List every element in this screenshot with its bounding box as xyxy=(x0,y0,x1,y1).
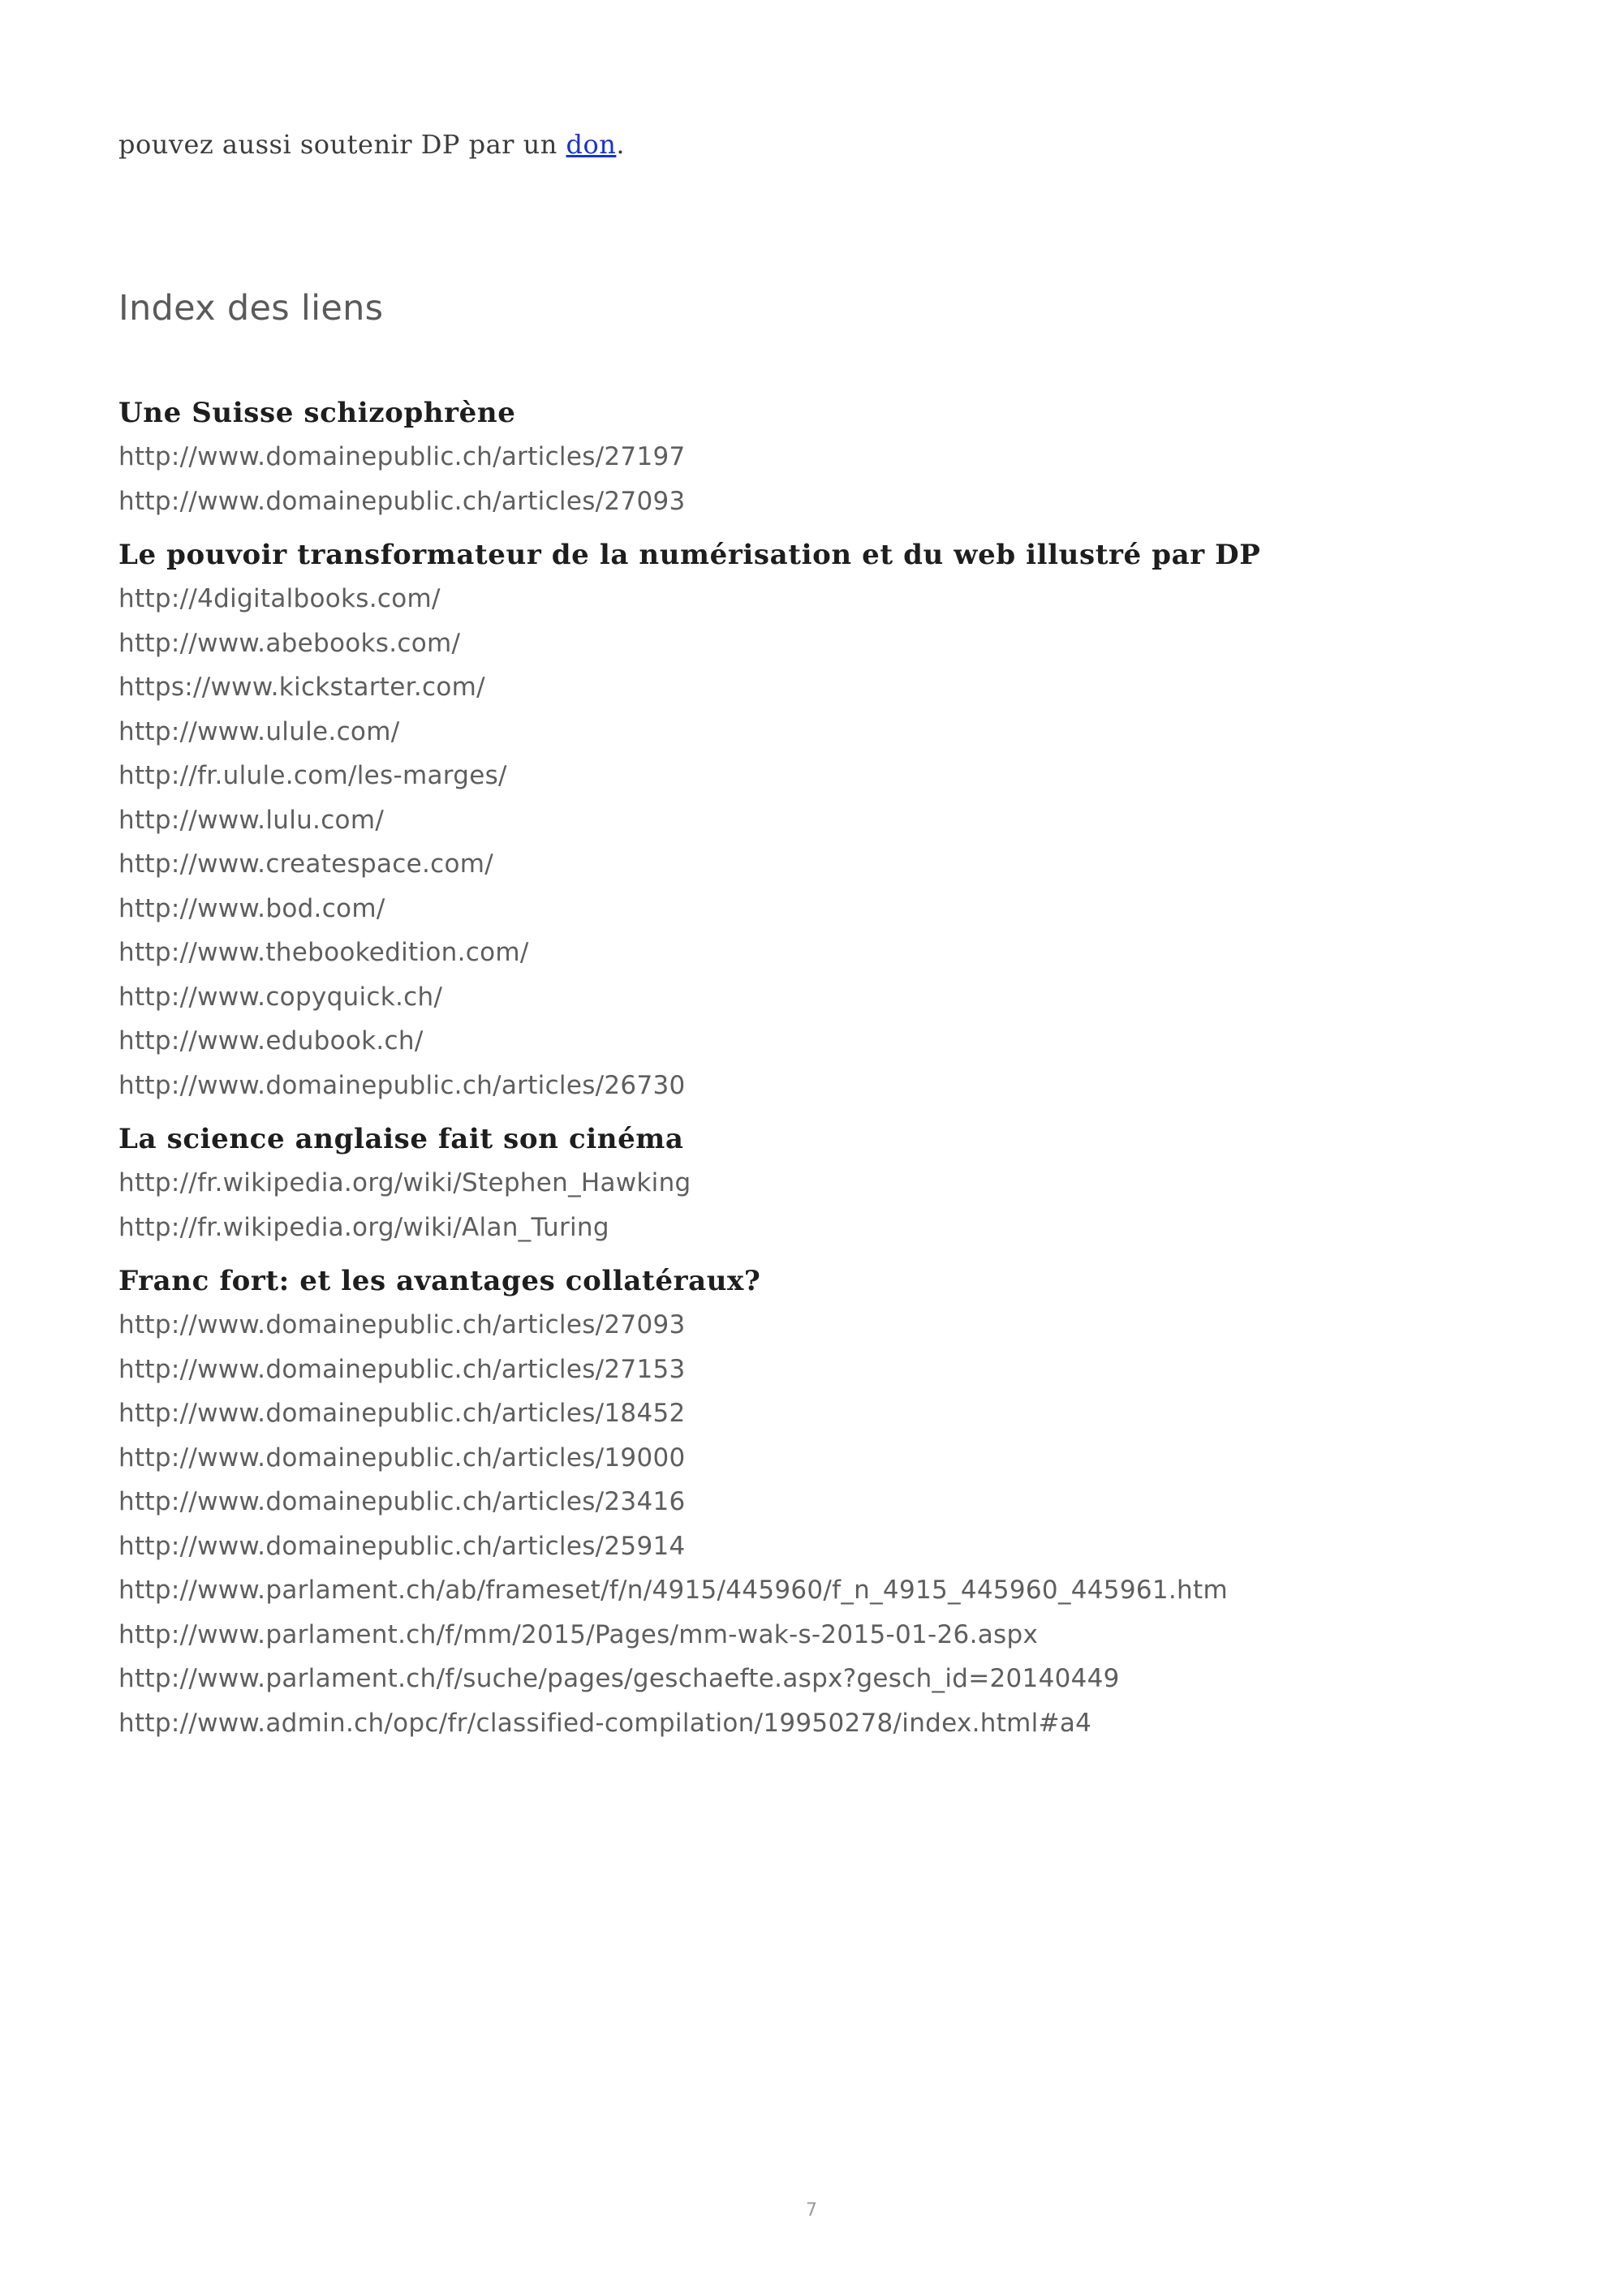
link-list xyxy=(118,435,1514,523)
index-title: Index des liens xyxy=(118,288,384,329)
link-list xyxy=(118,577,1514,1107)
link-url: http://fr.wikipedia.org/wiki/Stephen_Hawking xyxy=(118,1168,691,1197)
link-url: http://4digitalbooks.com/ xyxy=(118,584,441,613)
intro-text-end: . xyxy=(616,129,626,160)
link-url: http://fr.ulule.com/les-marges/ xyxy=(118,761,507,790)
link-url: http://www.domainepublic.ch/articles/23416 xyxy=(118,1487,686,1516)
page-content xyxy=(118,122,1514,1755)
link-url: http://www.parlament.ch/f/suche/pages/geschaefte.aspx?gesch_id=20140449 xyxy=(118,1664,1120,1693)
link-url: http://www.createspace.com/ xyxy=(118,849,493,879)
link-url: http://www.domainepublic.ch/articles/26730 xyxy=(118,1070,686,1100)
link-url: http://www.domainepublic.ch/articles/27153 xyxy=(118,1354,686,1384)
index-section xyxy=(118,1117,1514,1249)
link-url: http://www.copyquick.ch/ xyxy=(118,982,443,1012)
link-list xyxy=(118,1161,1514,1249)
link-url: http://www.admin.ch/opc/fr/classified-compilation/19950278/index.html#a4 xyxy=(118,1708,1092,1738)
link-url: http://www.abebooks.com/ xyxy=(118,628,461,658)
intro-paragraph xyxy=(118,122,1514,167)
index-section xyxy=(118,391,1514,523)
link-url: http://www.domainepublic.ch/articles/27197 xyxy=(118,442,686,471)
page-number: 7 xyxy=(806,2200,817,2221)
link-url: http://www.domainepublic.ch/articles/27093 xyxy=(118,1310,686,1339)
index-section xyxy=(118,1259,1514,1745)
link-url: http://www.domainepublic.ch/articles/25914 xyxy=(118,1531,686,1561)
link-list xyxy=(118,1303,1514,1745)
section-title: La science anglaise fait son cinéma xyxy=(118,1123,684,1155)
link-url: http://www.domainepublic.ch/articles/19000 xyxy=(118,1443,686,1473)
intro-text: pouvez aussi soutenir DP par un xyxy=(118,129,566,160)
link-url: http://www.parlament.ch/f/mm/2015/Pages/mm-wak-s-2015-01-26.aspx xyxy=(118,1619,1039,1649)
link-url: http://www.parlament.ch/ab/frameset/f/n/4915/445960/f_n_4915_445960_445961.htm xyxy=(118,1576,1228,1605)
section-title: Le pouvoir transformateur de la numérisation et du web illustré par DP xyxy=(118,539,1261,571)
link-url: https://www.kickstarter.com/ xyxy=(118,673,485,702)
index-section xyxy=(118,533,1514,1107)
section-title: Une Suisse schizophrène xyxy=(118,397,516,429)
link-url: http://www.ulule.com/ xyxy=(118,716,400,746)
link-url: http://www.thebookedition.com/ xyxy=(118,938,529,967)
section-title: Franc fort: et les avantages collatéraux? xyxy=(118,1265,761,1297)
link-index-sections xyxy=(118,391,1514,1745)
link-url: http://www.domainepublic.ch/articles/18452 xyxy=(118,1399,686,1428)
donation-link[interactable]: don xyxy=(566,129,617,160)
link-url: http://fr.wikipedia.org/wiki/Alan_Turing xyxy=(118,1212,609,1242)
link-url: http://www.lulu.com/ xyxy=(118,805,385,835)
link-url: http://www.bod.com/ xyxy=(118,893,385,923)
link-url: http://www.domainepublic.ch/articles/27093 xyxy=(118,486,686,516)
link-url: http://www.edubook.ch/ xyxy=(118,1026,424,1056)
